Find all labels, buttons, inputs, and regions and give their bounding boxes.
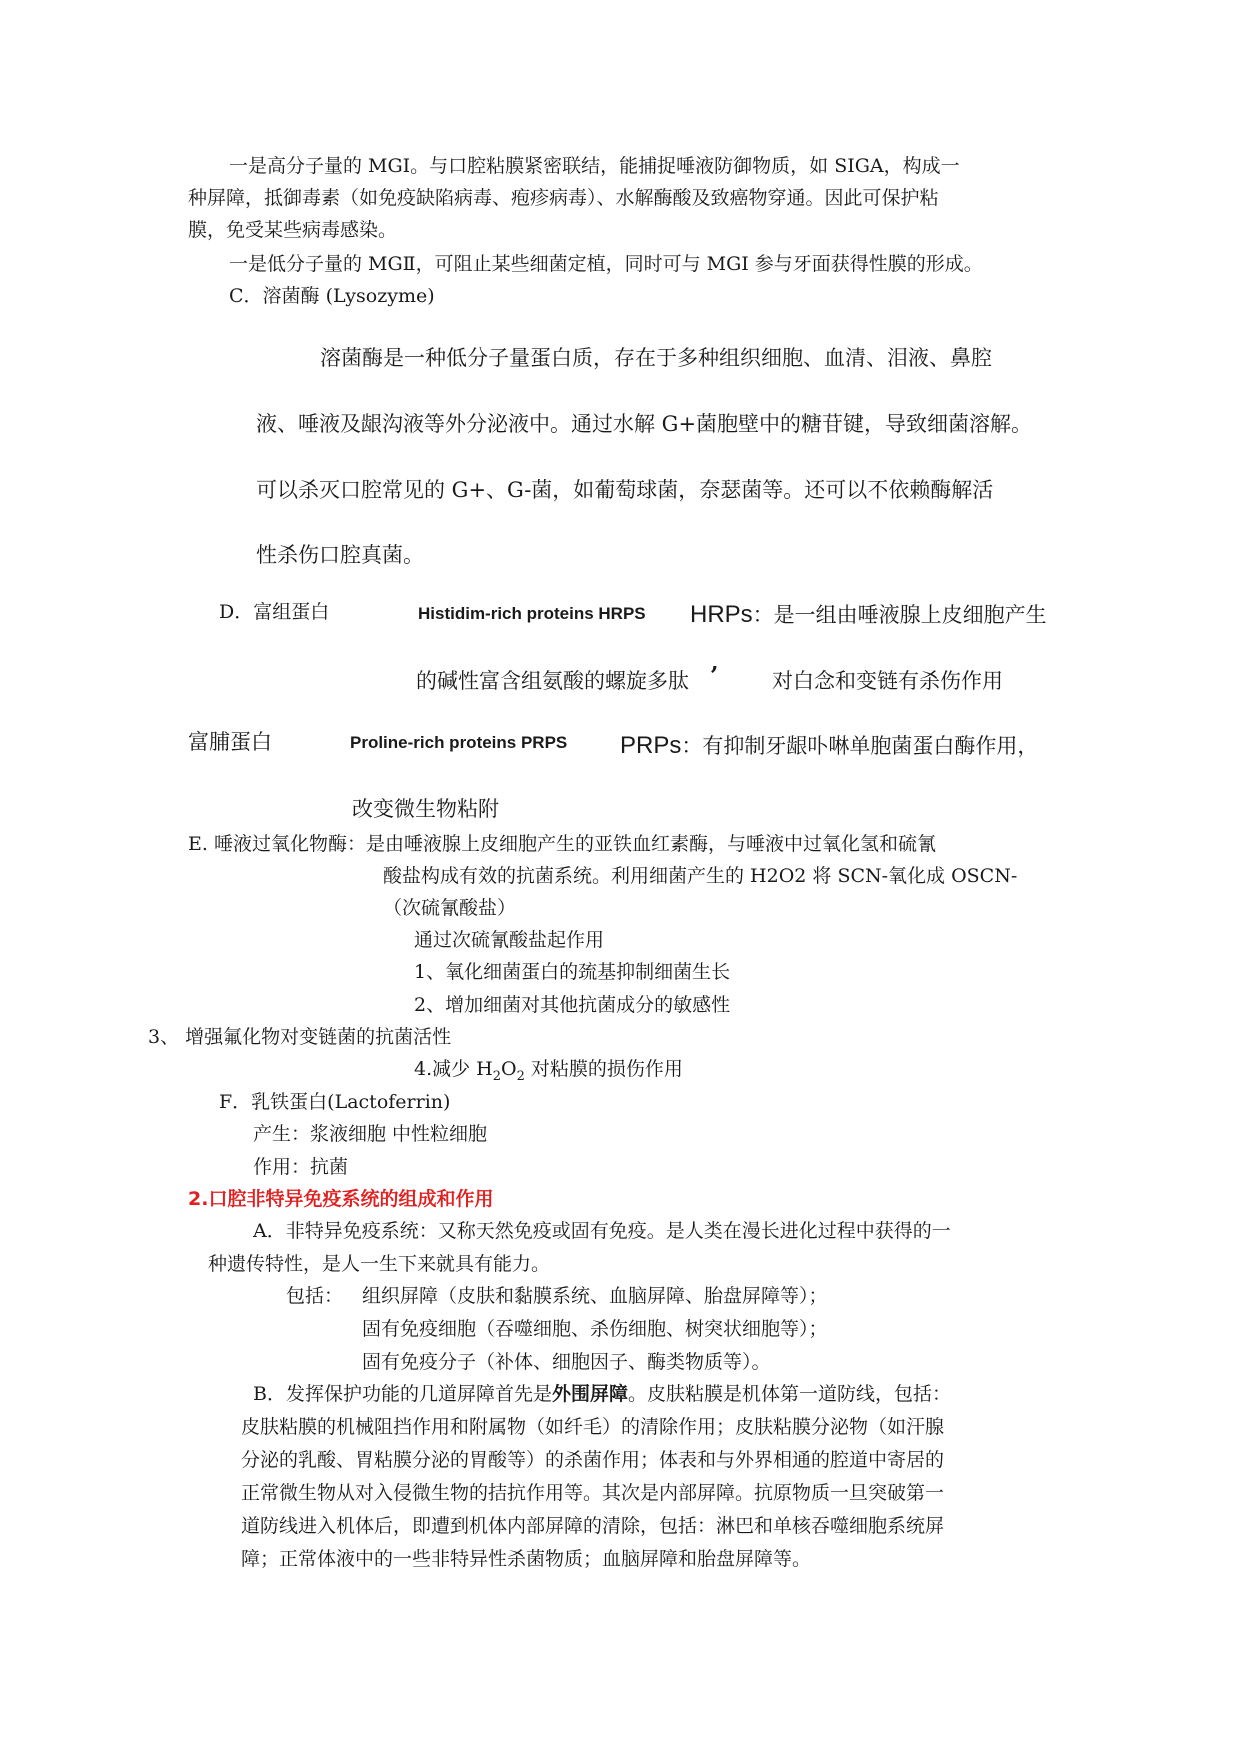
section-2-a-line-1: A．非特异免疫系统：又称天然免疫或固有免疫。是人类在漫长进化过程中获得的一 [253, 1220, 951, 1242]
lysozyme-line-4: 性杀伤口腔真菌。 [256, 543, 424, 567]
lysozyme-heading: C．溶菌酶 (Lysozyme) [229, 285, 435, 307]
peroxidase-item-2: 2、增加细菌对其他抗菌成分的敏感性 [414, 994, 731, 1016]
includes-item-2: 固有免疫细胞（吞噬细胞、杀伤细胞、树突状细胞等）； [362, 1318, 828, 1340]
lactoferrin-effect: 作用：抗菌 [253, 1156, 349, 1178]
peroxidase-item-4 [414, 1057, 683, 1089]
lactoferrin-produce: 产生：浆液细胞 中性粒细胞 [253, 1123, 488, 1145]
section-2-b-line-1 [253, 1382, 951, 1406]
peroxidase-item-1: 1、氧化细菌蛋白的巯基抑制细菌生长 [414, 961, 731, 983]
subscript-h: 2 [492, 1068, 502, 1084]
hrps-description [690, 603, 1047, 627]
b-line-1-pre: B．发挥保护功能的几道屏障首先是 [253, 1383, 552, 1405]
prps-desc-2: 改变微生物粘附 [352, 797, 499, 821]
section-2-b-line-6: 障；正常体液中的一些非特异性杀菌物质；血脑屏障和胎盘屏障等。 [241, 1548, 812, 1570]
peroxidase-item-3: 3、 增强氟化物对变链菌的抗菌活性 [148, 1026, 452, 1048]
includes-label: 包括： [286, 1285, 344, 1307]
mg2-line: 一是低分子量的 MGⅡ，可阻止某些细菌定植，同时可与 MGI 参与牙面获得性膜的形成。 [229, 253, 983, 275]
prps-desc-1: ：有抑制牙龈卟啉单胞菌蛋白酶作用， [681, 734, 1039, 758]
mg1-line-1: 一是高分子量的 MGⅠ。与口腔粘膜紧密联结，能捕捉唾液防御物质，如 SIGA，构成一 [229, 155, 960, 177]
section-2-b-line-4: 正常微生物从对入侵微生物的拮抗作用等。其次是内部屏障。抗原物质一旦突破第一 [241, 1482, 945, 1504]
b-line-1-bold: 外围屏障 [551, 1383, 628, 1405]
peroxidase-line-3: （次硫氰酸盐） [383, 897, 517, 919]
hrps-desc-1: ：是一组由唾液腺上皮细胞产生 [752, 603, 1047, 627]
hrps-label: D．富组蛋白 [219, 601, 330, 623]
subscript-o: 2 [516, 1068, 525, 1084]
section-2-a-line-2: 种遗传特性，是人一生下来就具有能力。 [208, 1253, 551, 1275]
lysozyme-line-2: 液、唾液及龈沟液等外分泌液中。通过水解 G+菌胞壁中的糖苷键，导致细菌溶解。 [256, 412, 1033, 436]
mg1-line-3: 膜，免受某些病毒感染。 [188, 219, 398, 241]
h2o2-o: O [501, 1058, 517, 1080]
h2o2-prefix: 4.减少 H [414, 1058, 493, 1080]
mg1-line-2: 种屏障，抵御毒素（如免疫缺陷病毒、疱疹病毒）、水解酶酸及致癌物穿通。因此可保护粘 [188, 187, 939, 209]
hrps-abbr: HRPs [690, 601, 753, 628]
section-2-b-line-5: 道防线进入机体后，即遭到机体内部屏障的清除，包括：淋巴和单核吞噬细胞系统屏 [241, 1515, 945, 1537]
prps-label: 富脯蛋白 [188, 730, 272, 754]
prps-description [620, 734, 1038, 758]
lysozyme-line-1: 溶菌酶是一种低分子量蛋白质，存在于多种组织细胞、血清、泪液、鼻腔 [320, 346, 992, 370]
b-line-1-post: 。皮肤粘膜是机体第一道防线，包括： [627, 1383, 951, 1405]
peroxidase-line-2: 酸盐构成有效的抗菌系统。利用细菌产生的 H2O2 将 SCN-氧化成 OSCN- [383, 865, 1018, 887]
includes-item-1: 组织屏障（皮肤和黏膜系统、血脑屏障、胎盘屏障等）； [362, 1285, 828, 1307]
peroxidase-line-4: 通过次硫氰酸盐起作用 [414, 929, 605, 951]
lactoferrin-heading: F．乳铁蛋白(Lactoferrin) [219, 1091, 451, 1113]
section-2-b-line-2: 皮肤粘膜的机械阻挡作用和附属物（如纤毛）的清除作用；皮肤粘膜分泌物（如汗腺 [241, 1416, 945, 1438]
h2o2-suffix: 对粘膜的损伤作用 [524, 1058, 683, 1080]
hrps-desc-3: 对白念和变链有杀伤作用 [772, 669, 1003, 693]
prps-english-name: Proline-rich proteins PRPS [350, 733, 568, 752]
peroxidase-line-1: E. 唾液过氧化物酶：是由唾液腺上皮细胞产生的亚铁血红素酶，与唾液中过氧化氢和硫氰 [188, 833, 936, 855]
hrps-desc-2: 的碱性富含组氨酸的螺旋多肽 [416, 669, 689, 693]
hrps-mark: ’ [710, 661, 719, 690]
lysozyme-line-3: 可以杀灭口腔常见的 G+、G-菌，如葡萄球菌，奈瑟菌等。还可以不依赖酶解活 [256, 478, 994, 502]
hrps-english-name: Histidim-rich proteins HRPS [418, 604, 646, 623]
section-2-title: 2.口腔非特异免疫系统的组成和作用 [188, 1188, 494, 1210]
prps-abbr: PRPs [620, 732, 682, 759]
section-2-b-line-3: 分泌的乳酸、胃粘膜分泌的胃酸等）的杀菌作用；体表和与外界相通的腔道中寄居的 [241, 1449, 945, 1471]
includes-item-3: 固有免疫分子（补体、细胞因子、酶类物质等）。 [362, 1351, 771, 1373]
